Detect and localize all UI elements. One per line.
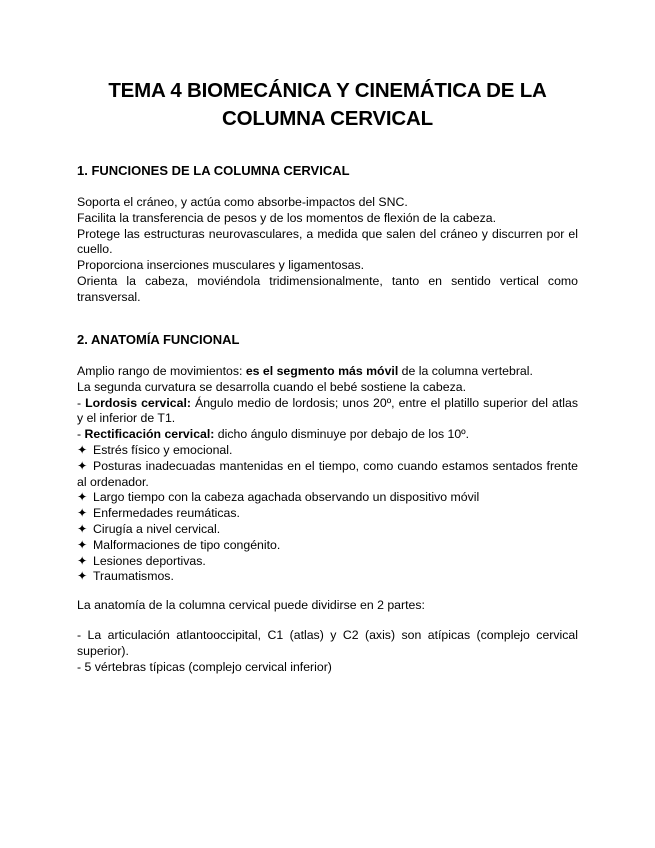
list-item: ✦ Malformaciones de tipo congénito. [77,537,281,552]
star-bullet-icon: ✦ [77,553,88,568]
list-item: ✦ Largo tiempo con la cabeza agachada observando un dispositivo móvil [77,490,480,505]
list-item: ✦ Enfermedades reumáticas. [77,506,240,521]
star-bullet-icon: ✦ [77,521,88,536]
star-bullet-icon: ✦ [77,506,88,521]
title-line-1: TEMA 4 BIOMECÁNICA Y CINEMÁTICA DE LA [108,79,547,102]
lordosis-label: Lordosis cervical: [85,395,191,410]
section-2-body [77,364,578,585]
star-bullet-icon: ✦ [77,569,88,584]
section-2-heading: 2. ANATOMÍA FUNCIONAL [77,332,240,347]
parts-intro [77,598,578,614]
paragraph: Orienta la cabeza, moviéndola tridimensionalmente, tanto en sentido vertical como transversal. [77,273,578,304]
paragraph: Protege las estructuras neurovasculares, a medida que salen del cráneo y discurren por el cuello. [77,226,578,257]
paragraph: Soporta el cráneo, y actúa como absorbe-impactos del SNC. [77,195,408,209]
list-item: ✦ Posturas inadecuadas mantenidas en el tiempo, como cuando estamos sentados frente al ordenador. [77,458,578,489]
star-bullet-icon: ✦ [77,490,88,505]
section-1-body [77,195,578,306]
rectification-label: Rectificación cervical: [84,427,215,442]
parts-list [77,628,578,675]
list-item: ✦ Lesiones deportivas. [77,553,206,568]
paragraph: Facilita la transferencia de pesos y de los momentos de flexión de la cabeza. [77,210,497,225]
intro-paragraph: Amplio rango de movimientos: es el segmento más móvil de la columna vertebral. [77,364,533,378]
lordosis-paragraph: - Lordosis cervical: Ángulo medio de lordosis; unos 20º, entre el platillo superior del atlas y el inferior de T1. [77,395,578,426]
star-bullet-icon: ✦ [77,458,88,473]
document-title [77,77,578,133]
list-item: - 5 vértebras típicas (complejo cervical inferior) [77,659,332,674]
curvature-paragraph: La segunda curvatura se desarrolla cuando el bebé sostiene la cabeza. [77,379,466,394]
star-bullet-icon: ✦ [77,442,88,457]
list-item: - La articulación atlantooccipital, C1 (atlas) y C2 (axis) son atípicas (complejo cervical superior). [77,628,578,658]
emphasis: es el segmento más móvil [245,364,399,378]
list-item: ✦ Cirugía a nivel cervical. [77,521,221,536]
star-bullet-icon: ✦ [77,537,88,552]
paragraph: Proporciona inserciones musculares y ligamentosas. [77,258,365,273]
rectification-paragraph: - Rectificación cervical: dicho ángulo disminuye por debajo de los 10º. [77,427,470,442]
title-line-2: COLUMNA CERVICAL [222,107,433,130]
paragraph: La anatomía de la columna cervical puede dividirse en 2 partes: [77,598,425,612]
list-item: ✦ Traumatismos. [77,569,174,584]
section-1-heading: 1. FUNCIONES DE LA COLUMNA CERVICAL [77,163,350,178]
list-item: ✦ Estrés físico y emocional. [77,442,233,457]
